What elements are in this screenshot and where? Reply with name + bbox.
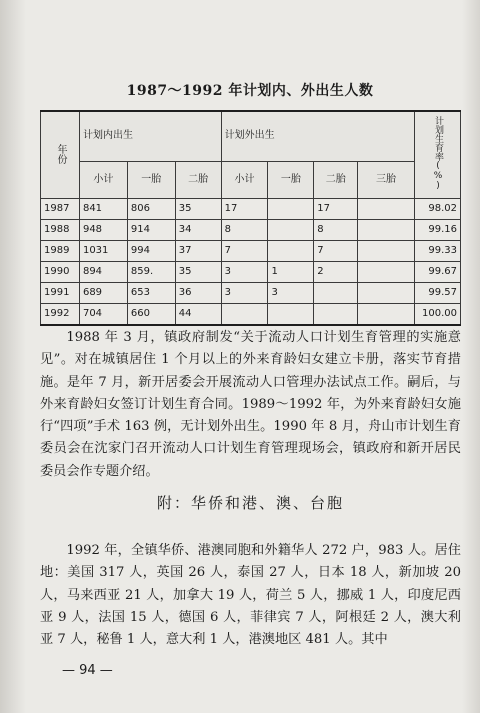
rate-cell: 99.67	[414, 262, 460, 283]
rate-cell: 98.02	[414, 199, 460, 220]
cell: 859.	[127, 262, 175, 283]
year-cell: 1987	[41, 199, 80, 220]
cell	[268, 199, 314, 220]
binding-shadow	[0, 0, 26, 713]
cell: 3	[221, 262, 268, 283]
cell: 8	[314, 220, 358, 241]
page-number: — 94 —	[62, 663, 113, 678]
sub-header: 二胎	[175, 161, 221, 198]
cell: 660	[127, 304, 175, 326]
table-title: 1987～1992 年计划内、外出生人数	[126, 83, 374, 99]
cell	[358, 241, 415, 262]
sub-header: 小计	[79, 161, 127, 198]
rate-cell: 99.57	[414, 283, 460, 304]
cell	[314, 304, 358, 326]
edge-shadow	[462, 0, 480, 713]
cell: 948	[79, 220, 127, 241]
table-row	[41, 304, 461, 326]
year-cell: 1990	[41, 262, 80, 283]
cell	[268, 304, 314, 326]
cell: 704	[79, 304, 127, 326]
paragraph: 1988 年 3 月，镇政府制发“关于流动人口计划生育管理的实施意见”。对在城镇居住 1 个月以上的外来育龄妇女建立卡册，落实节育措施。是年 7 月，新开居委会开展流动人口管理办法试点工作。嗣后，与外来育龄妇女签订计划生育合同。1989～1992 年，为外来育龄妇女施行“四项”手术 163 例，无计划外出生。1990 年 8 月，舟山市计划生育委员会在沈家门召开流动人口计划生育管理现场会，镇政府和新开居民委员会作专题介绍。	[40, 330, 461, 479]
table-row	[41, 262, 461, 283]
cell: 7	[314, 241, 358, 262]
cell: 36	[175, 283, 221, 304]
rate-cell: 99.16	[414, 220, 460, 241]
cell: 17	[221, 199, 268, 220]
table-row	[41, 199, 461, 220]
section-heading: 附：华侨和港、澳、台胞	[156, 494, 344, 512]
cell	[358, 199, 415, 220]
sub-header: 一胎	[127, 161, 175, 198]
cell: 8	[221, 220, 268, 241]
cell	[221, 304, 268, 326]
rate-cell: 100.00	[414, 304, 460, 326]
cell: 37	[175, 241, 221, 262]
year-cell: 1991	[41, 283, 80, 304]
unplanned-births-header: 计划外出生	[221, 111, 414, 161]
sub-header: 小计	[221, 161, 268, 198]
cell: 994	[127, 241, 175, 262]
planning-rate-header: 计划生育率(%)	[414, 111, 460, 199]
year-cell: 1989	[41, 241, 80, 262]
cell	[314, 283, 358, 304]
cell	[358, 304, 415, 326]
body-paragraph-migrant-management	[40, 327, 461, 483]
cell: 653	[127, 283, 175, 304]
year-header: 年份	[41, 111, 80, 199]
sub-header: 一胎	[268, 161, 314, 198]
cell: 894	[79, 262, 127, 283]
cell: 3	[268, 283, 314, 304]
paragraph: 1992 年，全镇华侨、港澳同胞和外籍华人 272 户，983 人。居住地：美国 317 人，英国 26 人，泰国 27 人，日本 18 人，新加坡 20 人，马来西亚 21 人，加拿大 19 人，荷兰 5 人，挪威 1 人，印度尼西亚 9 人，法国 15 人，德国 6 人，菲律宾 7 人，阿根廷 2 人，澳大利亚 7 人，秘鲁 1 人，意大利 1 人，港澳地区 481 人。其中	[40, 543, 461, 648]
year-cell: 1992	[41, 304, 80, 326]
cell: 35	[175, 199, 221, 220]
cell	[358, 283, 415, 304]
cell: 914	[127, 220, 175, 241]
cell: 2	[314, 262, 358, 283]
cell: 35	[175, 262, 221, 283]
cell: 44	[175, 304, 221, 326]
cell	[358, 262, 415, 283]
year-cell: 1988	[41, 220, 80, 241]
cell: 3	[221, 283, 268, 304]
cell: 7	[221, 241, 268, 262]
table-row	[41, 283, 461, 304]
cell: 17	[314, 199, 358, 220]
planned-births-header: 计划内出生	[79, 111, 221, 161]
table-row	[41, 241, 461, 262]
cell: 689	[79, 283, 127, 304]
cell	[358, 220, 415, 241]
cell: 34	[175, 220, 221, 241]
cell	[268, 241, 314, 262]
rate-cell: 99.33	[414, 241, 460, 262]
body-paragraph-overseas-chinese	[40, 540, 461, 651]
cell: 806	[127, 199, 175, 220]
cell: 841	[79, 199, 127, 220]
cell	[268, 220, 314, 241]
cell: 1031	[79, 241, 127, 262]
sub-header: 三胎	[358, 161, 415, 198]
cell: 1	[268, 262, 314, 283]
sub-header: 二胎	[314, 161, 358, 198]
table-row	[41, 220, 461, 241]
birth-statistics-table	[40, 110, 461, 326]
